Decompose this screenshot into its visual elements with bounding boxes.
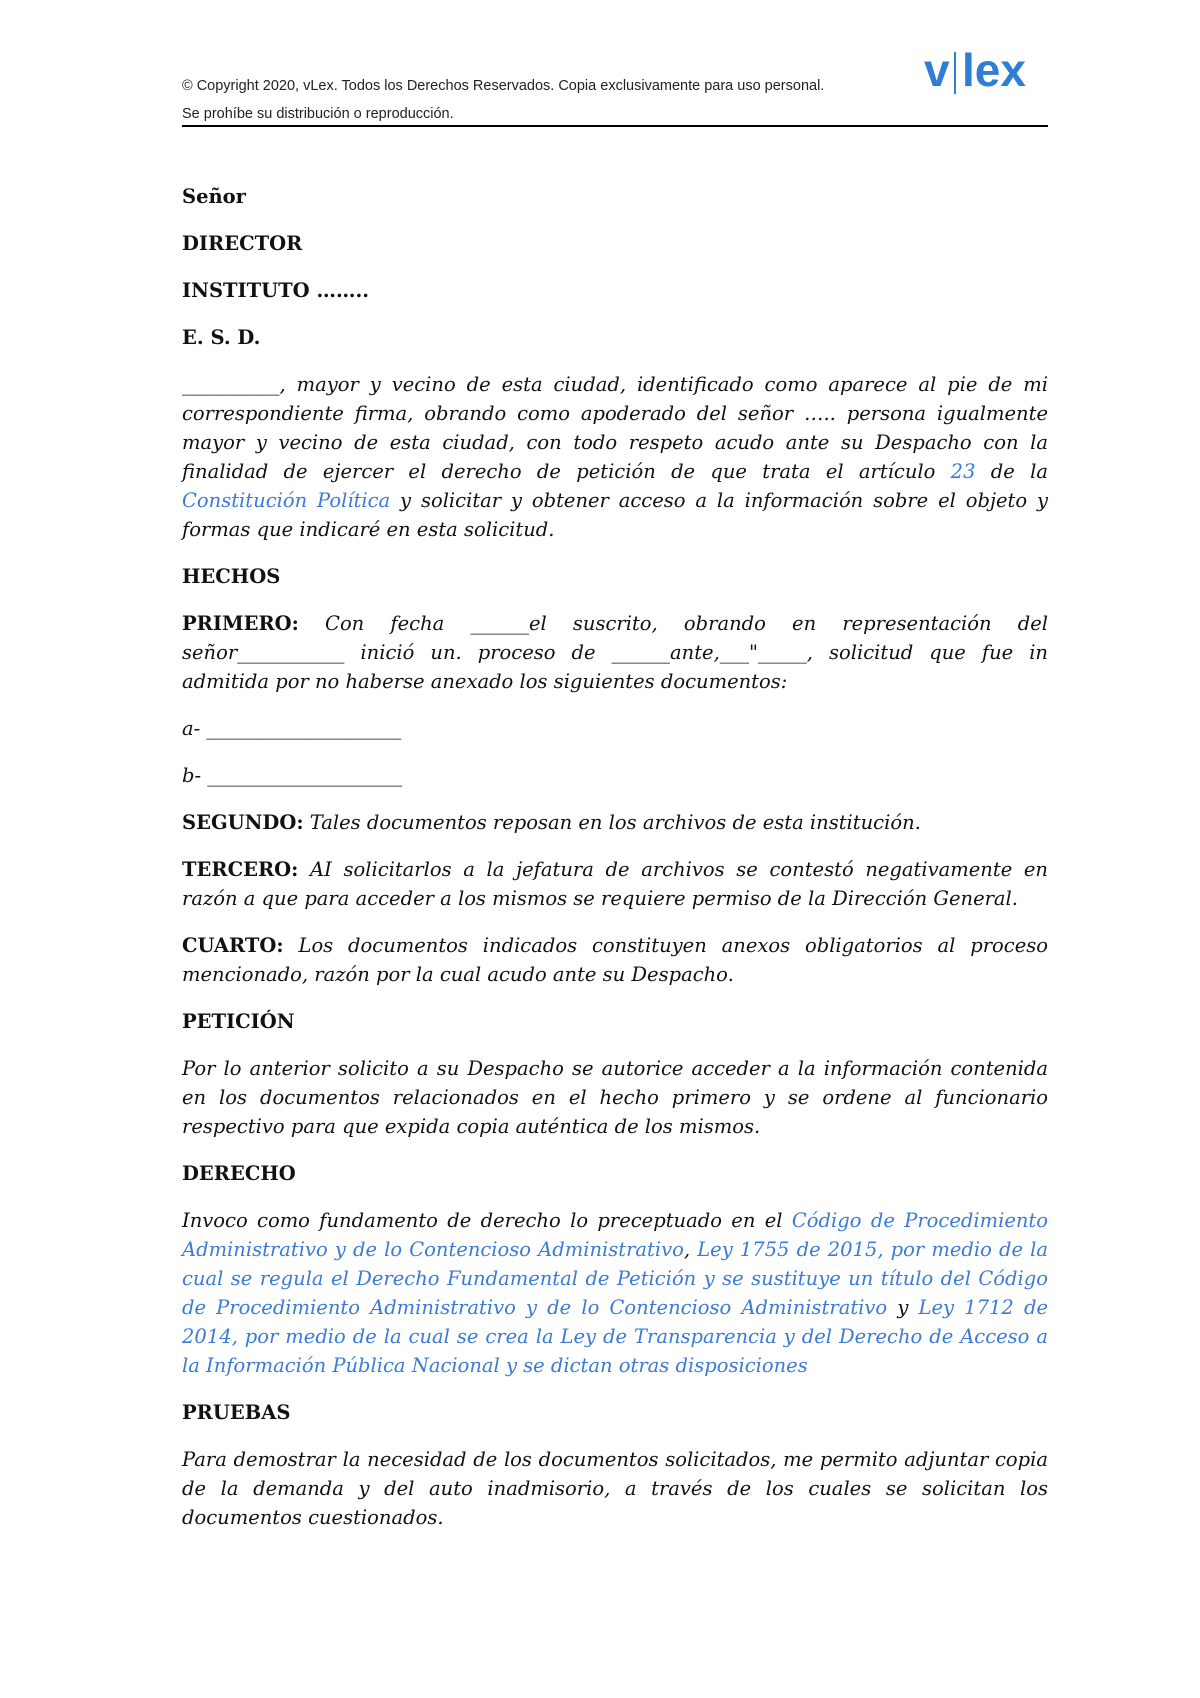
cuarto-text: Los documentos indicados constituyen anexos obligatorios al proceso mencionado, razón por la cual acudo ante su Despacho. [182,934,1048,986]
logo-divider [954,52,956,94]
header-divider [182,125,1048,127]
addressee-institution: INSTITUTO …….. [182,279,370,302]
copyright-line-2: Se prohíbe su distribución o reproducción. [182,106,454,122]
intro-text-3: y solicitar y obtener acceso a la información sobre el objeto y formas que indicaré en esta solicitud. [182,489,1048,541]
tercero-label: TERCERO: [182,858,299,881]
segundo-label: SEGUNDO: [182,811,304,834]
salutation: Señor [182,185,246,208]
addressee-title: DIRECTOR [182,232,303,255]
copyright-line-1: © Copyright 2020, vLex. Todos los Derechos Reservados. Copia exclusivamente para uso personal. [182,78,825,94]
segundo-paragraph [182,808,1048,837]
logo-lex: lex [962,44,1026,96]
pruebas-paragraph: Para demostrar la necesidad de los documentos solicitados, me permito adjuntar copia de la demanda y del auto inadmisorio, a través de los cuales se solicitan los documentos cuestionados. [182,1448,1048,1529]
addressee-esd: E. S. D. [182,326,261,349]
vlex-logo-icon[interactable] [924,46,1038,98]
intro-paragraph [182,370,1048,544]
ley-1712-link[interactable]: Ley 1712 de 2014, por medio de la cual se crea la Ley de Transparencia y del Derecho de Acceso a la Información Pública Nacional y se dictan otras disposiciones [182,1296,1048,1377]
codigo-procedimiento-link[interactable]: Código de Procedimiento Administrativo y de lo Contencioso Administrativo [182,1209,1048,1261]
derecho-text-3: y [887,1296,919,1319]
peticion-paragraph: Por lo anterior solicito a su Despacho se autorice acceder a la información contenida en los documentos relacionados en el hecho primero y se ordene al funcionario respectivo para que expida copia auténtica de los mismos. [182,1057,1048,1138]
logo-v: v [924,44,950,96]
segundo-text: Tales documentos reposan en los archivos de esta institución. [303,811,921,834]
document-body [182,182,1048,1550]
derecho-paragraph [182,1206,1048,1380]
constitution-link[interactable]: Constitución Política [182,489,391,512]
cuarto-paragraph [182,931,1048,989]
article-23-link[interactable]: 23 [950,460,976,483]
primero-paragraph [182,609,1048,696]
primero-label: PRIMERO: [182,612,299,635]
intro-text-1: __________, mayor y vecino de esta ciudad, identificado como aparece al pie de mi correspondiente firma, obrando como apoderado del señor ….. persona igualmente mayor y vecino de esta ciudad, con todo respeto acudo ante su Despacho con la finalidad de ejercer el derecho de petición de que trata el artículo [182,373,1048,483]
ley-1755-link[interactable]: Ley 1755 de 2015, por medio de la cual se regula el Derecho Fundamental de Petición y se sustituye un título del Código de Procedimiento Administrativo y de lo Contencioso Administrativo [182,1238,1048,1319]
primero-text: Con fecha ______el suscrito, obrando en representación del señor___________ inició un. proceso de ______ante,___"_____, solicitud que fue in admitida por no haberse anexado los siguientes documentos: [182,612,1048,693]
tercero-paragraph [182,855,1048,913]
item-b: b- ____________________ [182,764,403,787]
item-a: a- ____________________ [182,717,402,740]
tercero-text: AI solicitarlos a la jefatura de archivos se contestó negativamente en razón a que para acceder a los mismos se requiere permiso de la Dirección General. [182,858,1048,910]
intro-text-2: de la [975,460,1048,483]
derecho-text-2: , [683,1238,698,1261]
hechos-heading: HECHOS [182,565,281,588]
peticion-heading: PETICIÓN [182,1010,295,1033]
derecho-heading: DERECHO [182,1162,296,1185]
derecho-text-1: Invoco como fundamento de derecho lo preceptuado en el [182,1209,792,1232]
cuarto-label: CUARTO: [182,934,284,957]
pruebas-heading: PRUEBAS [182,1401,291,1424]
